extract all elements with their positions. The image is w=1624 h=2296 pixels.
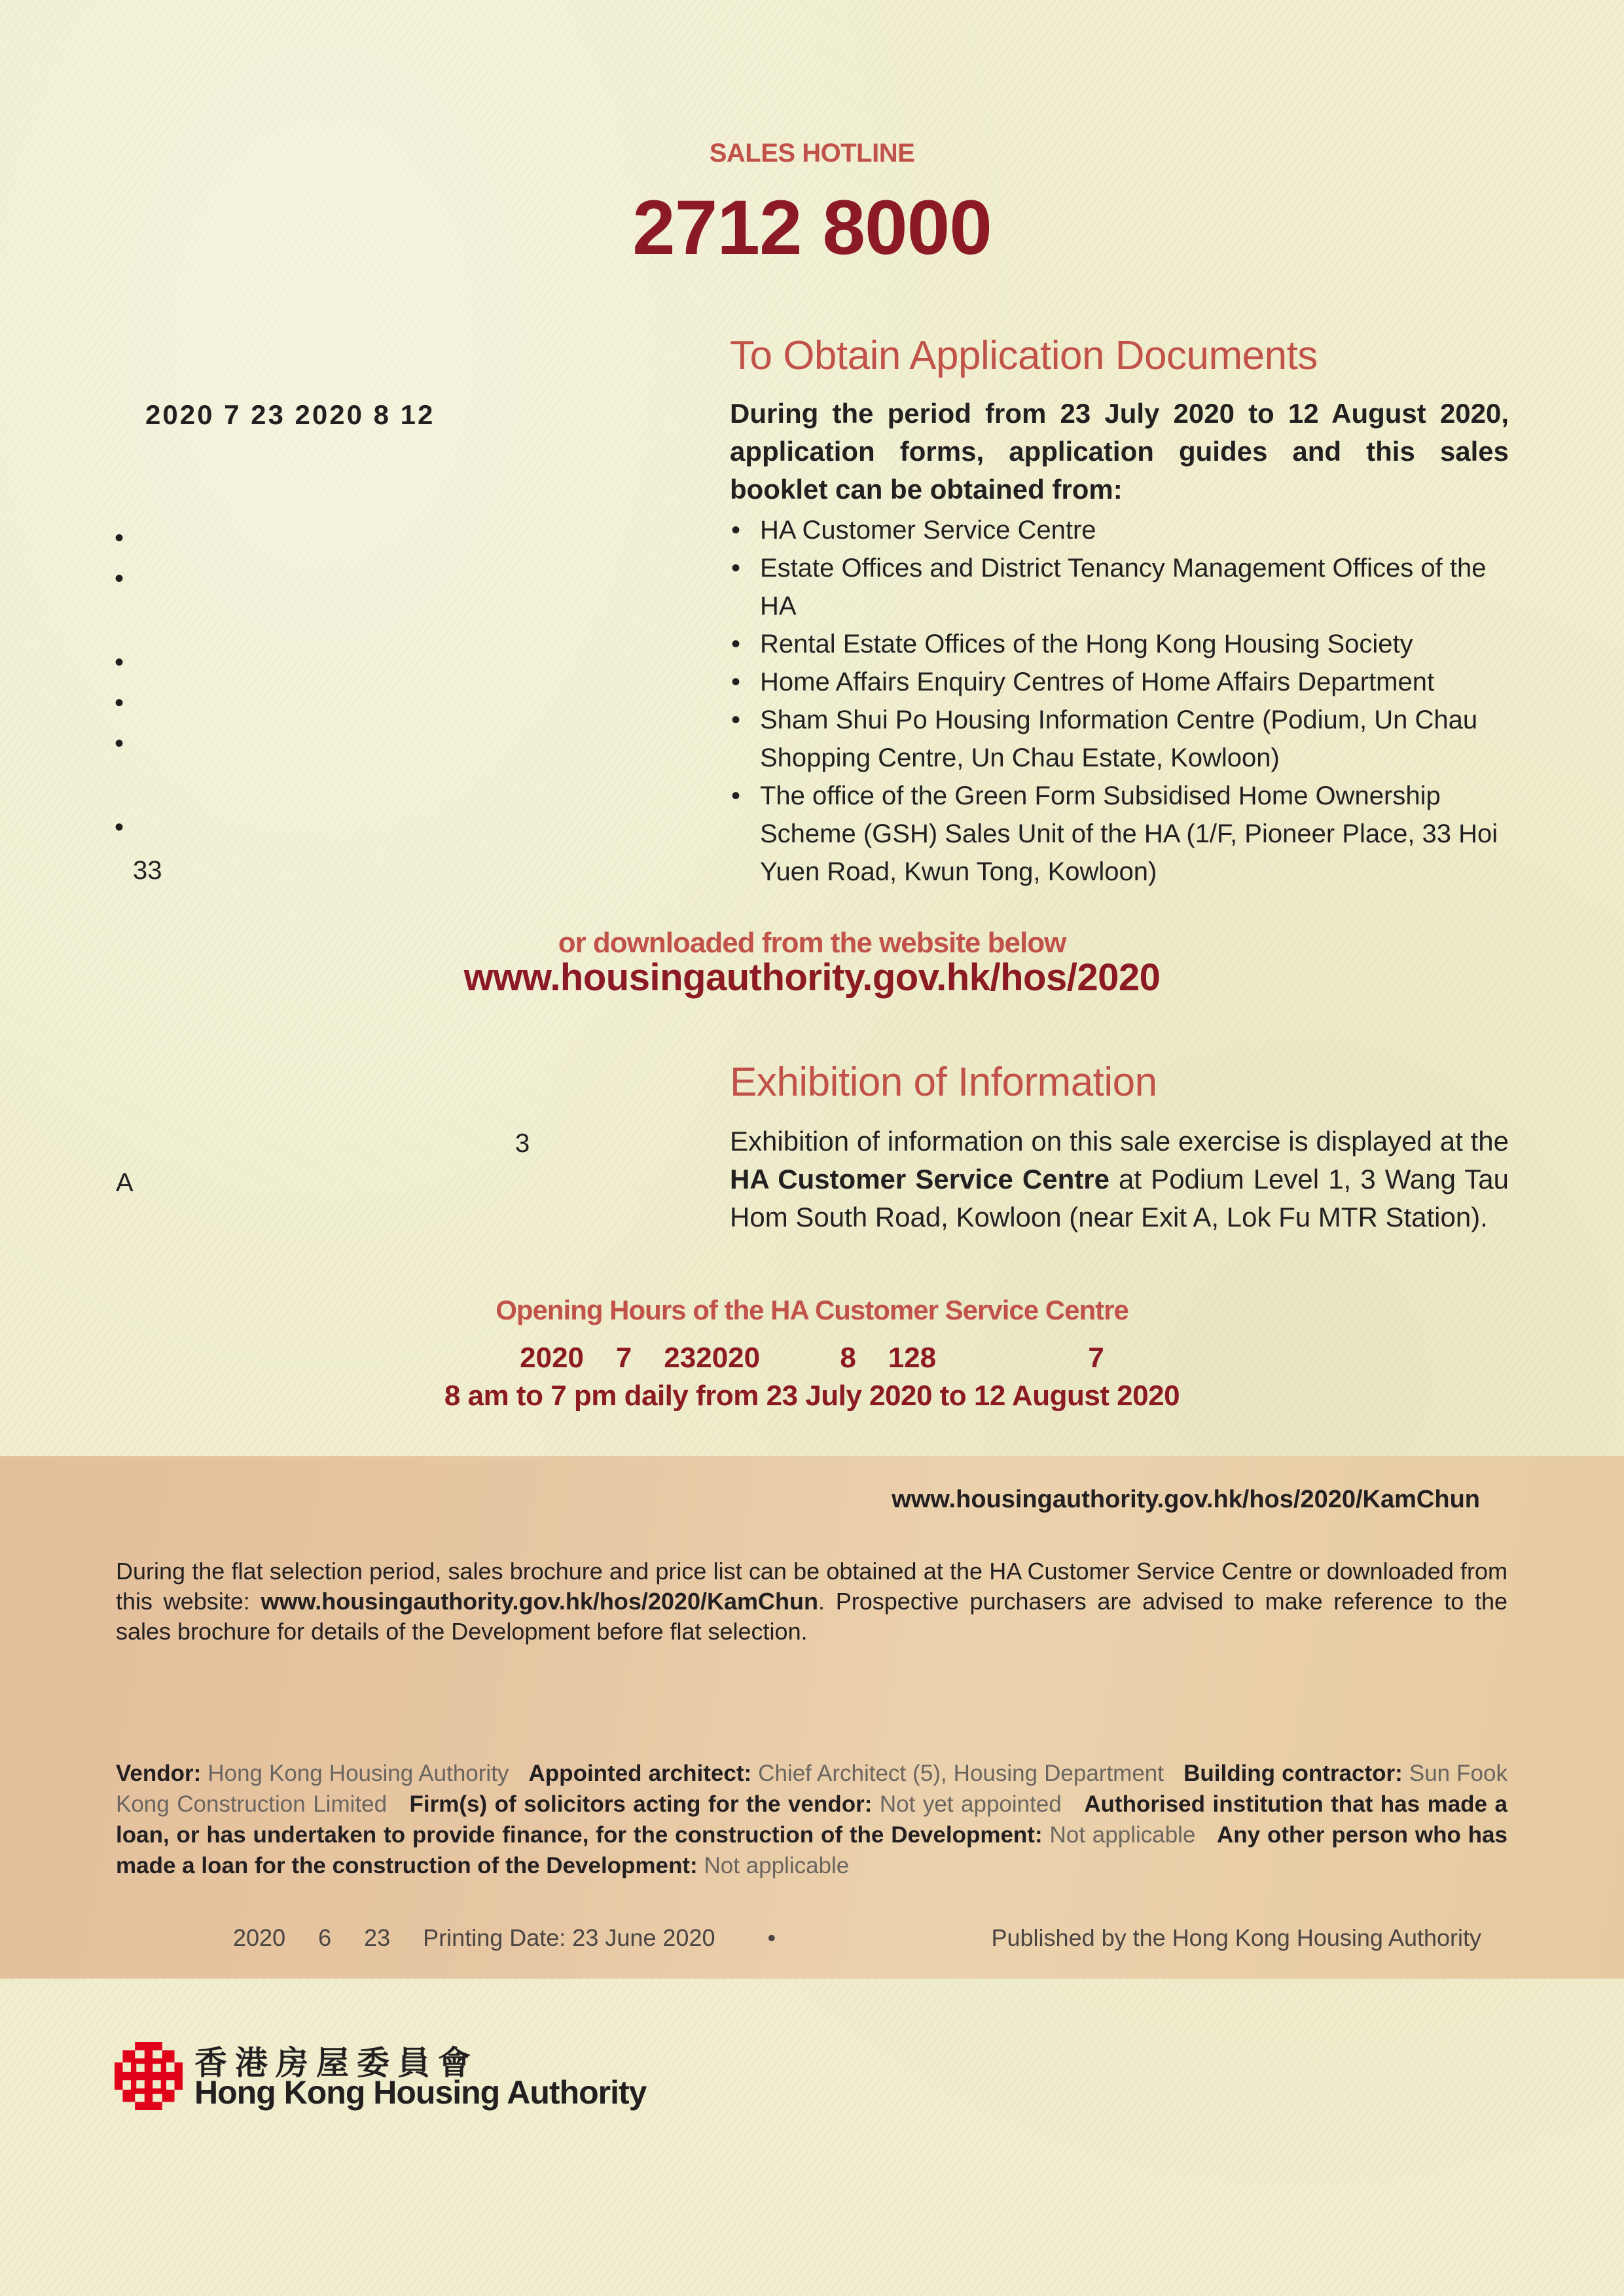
exhibition-text: Exhibition of information on this sale exercise is displayed at the [730,1126,1509,1157]
obtain-left-dates: 2020 7 23 2020 8 12 [145,399,435,430]
exhibition-left-number: 3 [515,1129,530,1158]
download-label: or downloaded from the website below [558,927,1066,959]
logo-name-en: Hong Kong Housing Authority [194,2074,647,2111]
exhibition-left-letter: A [116,1168,134,1197]
contractor-label: Building contractor: [1183,1761,1403,1786]
brochure-text: During the flat selection period, sales brochure and price list can be obtained at the HA Customer Service Centre or downloaded from this website: [116,1558,1507,1615]
list-item: • Rental Estate Offices of the Hong Kong Housing Society [730,625,1509,663]
list-item: • Home Affairs Enquiry Centres of Home Affairs Department [730,663,1509,701]
exhibition-venue: HA Customer Service Centre [730,1164,1110,1194]
brochure-url-link[interactable]: www.housingauthority.gov.hk/hos/2020/KamChun [892,1486,1480,1513]
publisher-credit: Published by the Hong Kong Housing Authority [991,1924,1481,1951]
left-bullet-marker: • [115,648,124,677]
left-bullet-marker: • [115,813,124,842]
architect-label: Appointed architect: [528,1761,752,1786]
vendor-value: Hong Kong Housing Authority [208,1761,509,1786]
left-bullet-marker: • [115,564,124,593]
logo-name-zh: 香港房屋委員會 [194,2045,478,2081]
opening-hours-title: Opening Hours of the HA Customer Service Centre [496,1295,1128,1325]
sales-hotline-number: 2712 8000 [632,185,992,271]
brochure-inline-url[interactable]: www.housingauthority.gov.hk/hos/2020/KamChun [261,1588,818,1615]
obtain-location-list [730,511,1509,891]
architect-value: Chief Architect (5), Housing Department [758,1761,1164,1786]
other-loan-value: Not applicable [704,1853,850,1878]
info-band [0,1456,1624,1979]
list-item: • Estate Offices and District Tenancy Management Offices of the HA [730,549,1509,625]
loan-value: Not applicable [1049,1822,1196,1848]
left-bullet-marker: • [115,689,124,717]
download-url-link[interactable]: www.housingauthority.gov.hk/hos/2020 [463,956,1161,999]
printing-date: 2020 6 23 Printing Date: 23 June 2020 • [233,1924,776,1951]
brochure-paragraph [116,1556,1507,1647]
hkha-logo-icon [115,2042,183,2110]
loan-label: Authorised institution that has made a loan, or has undertaken to provide finance, for the construction of the Development: [116,1791,1507,1848]
contractor-value: Sun Fook Kong Construction Limited [116,1761,1507,1817]
brochure-text: . Prospective purchasers are advised to make reference to the sales brochure for details of the Development before flat selection. [116,1588,1508,1645]
opening-hours-en: 8 am to 7 pm daily from 23 July 2020 to 12 August 2020 [444,1380,1180,1412]
exhibition-heading: Exhibition of Information [730,1060,1157,1105]
left-address-number: 33 [133,856,162,885]
vendor-details [116,1758,1507,1881]
obtain-heading: To Obtain Application Documents [730,333,1318,378]
vendor-label: Vendor: [116,1761,202,1786]
exhibition-body [730,1122,1509,1236]
obtain-intro: During the period from 23 July 2020 to 12 August 2020, application forms, application guides and this sales booklet can be obtained from: [730,398,1509,505]
list-item: • Sham Shui Po Housing Information Centre (Podium, Un Chau Shopping Centre, Un Chau Estate, Kowloon) [730,701,1509,777]
solicitors-value: Not yet appointed [879,1791,1062,1817]
sales-hotline-label: SALES HOTLINE [709,139,915,168]
left-bullet-marker: • [115,729,124,758]
other-loan-label: Any other person who has made a loan for the construction of the Development: [116,1822,1507,1878]
opening-hours-zh: 2020 7 232020 8 128 7 [520,1342,1104,1374]
left-bullet-marker: • [115,524,124,552]
list-item: • HA Customer Service Centre [730,511,1509,549]
list-item: • The office of the Green Form Subsidised Home Ownership Scheme (GSH) Sales Unit of the HA (1/F, Pioneer Place, 33 Hoi Yuen Road, Kwun Tong, Kowloon) [730,777,1509,891]
exhibition-text: at Podium Level 1, 3 Wang Tau Hom South Road, Kowloon (near Exit A, Lok Fu MTR Station). [730,1164,1509,1232]
solicitors-label: Firm(s) of solicitors acting for the vendor: [409,1791,873,1817]
